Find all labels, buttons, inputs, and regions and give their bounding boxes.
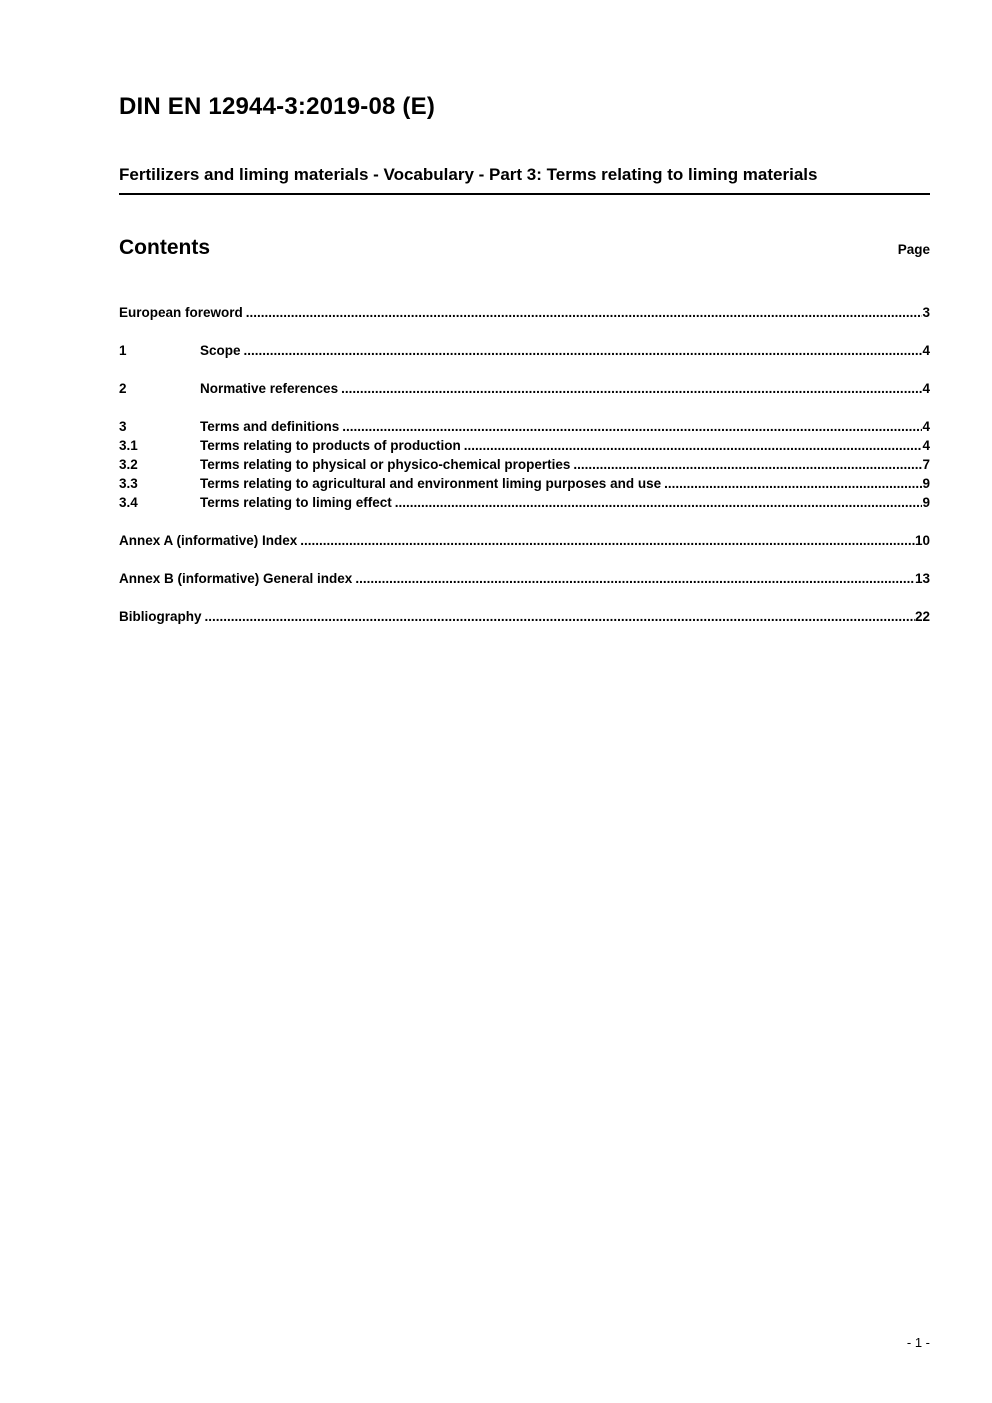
toc-dot-leader: [205, 607, 915, 626]
table-of-contents: [119, 303, 930, 626]
toc-entry-page: 4: [922, 343, 930, 358]
toc-entry-page: 4: [922, 381, 930, 396]
toc-group: [119, 607, 930, 626]
toc-entry: [119, 474, 930, 493]
toc-group: [119, 569, 930, 588]
toc-group: [119, 379, 930, 398]
toc-entry-number: 3.3: [119, 476, 138, 491]
toc-entry: [119, 493, 930, 512]
toc-dot-leader: [395, 493, 923, 512]
toc-entry-page: 3: [922, 305, 930, 320]
toc-dot-leader: [664, 474, 922, 493]
toc-entry: [119, 607, 930, 626]
toc-entry-page: 7: [922, 457, 930, 472]
toc-entry-title: Normative references: [200, 381, 339, 396]
toc-entry-title: Annex A (informative) Index: [119, 533, 298, 548]
toc-dot-leader: [342, 417, 922, 436]
toc-entry: [119, 379, 930, 398]
toc-entry-title: Terms relating to liming effect: [200, 495, 392, 510]
contents-heading: Contents: [119, 236, 210, 259]
toc-group: [119, 341, 930, 360]
toc-dot-leader: [246, 303, 923, 322]
toc-dot-leader: [244, 341, 923, 360]
toc-entry-title: European foreword: [119, 305, 243, 320]
toc-entry-title: Annex B (informative) General index: [119, 571, 353, 586]
toc-entry-page: 4: [922, 419, 930, 434]
toc-entry-page: 13: [914, 571, 930, 586]
toc-entry-title: Scope: [200, 343, 241, 358]
toc-entry: [119, 569, 930, 588]
toc-dot-leader: [341, 379, 922, 398]
toc-entry-number: 1: [119, 343, 127, 358]
toc-group: [119, 303, 930, 322]
toc-dot-leader: [573, 455, 922, 474]
toc-entry: [119, 341, 930, 360]
toc-entry-page: 10: [914, 533, 930, 548]
toc-entry-title: Bibliography: [119, 609, 202, 624]
toc-entry-page: 22: [914, 609, 930, 624]
toc-entry-title: Terms relating to physical or physico-chemical properties: [200, 457, 571, 472]
toc-group: [119, 417, 930, 512]
toc-entry: [119, 417, 930, 436]
toc-entry-number: 3.4: [119, 495, 138, 510]
toc-entry: [119, 303, 930, 322]
toc-group: [119, 531, 930, 550]
toc-entry-title: Terms and definitions: [200, 419, 340, 434]
toc-entry-number: 3.1: [119, 438, 138, 453]
toc-dot-leader: [300, 531, 915, 550]
document-title: Fertilizers and liming materials - Vocabulary - Part 3: Terms relating to liming materials: [119, 165, 818, 184]
footer-page-number: - 1 -: [906, 1335, 930, 1350]
toc-dot-leader: [464, 436, 923, 455]
toc-entry-number: 3.2: [119, 457, 138, 472]
toc-entry-page: 4: [922, 438, 930, 453]
standard-number: DIN EN 12944-3:2019-08 (E): [119, 93, 436, 120]
toc-entry: [119, 455, 930, 474]
page-column-label: Page: [897, 242, 930, 257]
toc-entry-page: 9: [922, 476, 930, 491]
toc-dot-leader: [355, 569, 915, 588]
document-title-block: [119, 164, 930, 195]
toc-entry-title: Terms relating to products of production: [200, 438, 461, 453]
toc-entry: [119, 531, 930, 550]
toc-entry-page: 9: [922, 495, 930, 510]
toc-entry-title: Terms relating to agricultural and environment liming purposes and use: [200, 476, 662, 491]
toc-entry-number: 2: [119, 381, 127, 396]
toc-entry-number: 3: [119, 419, 127, 434]
contents-header: [119, 235, 930, 260]
toc-entry: [119, 436, 930, 455]
